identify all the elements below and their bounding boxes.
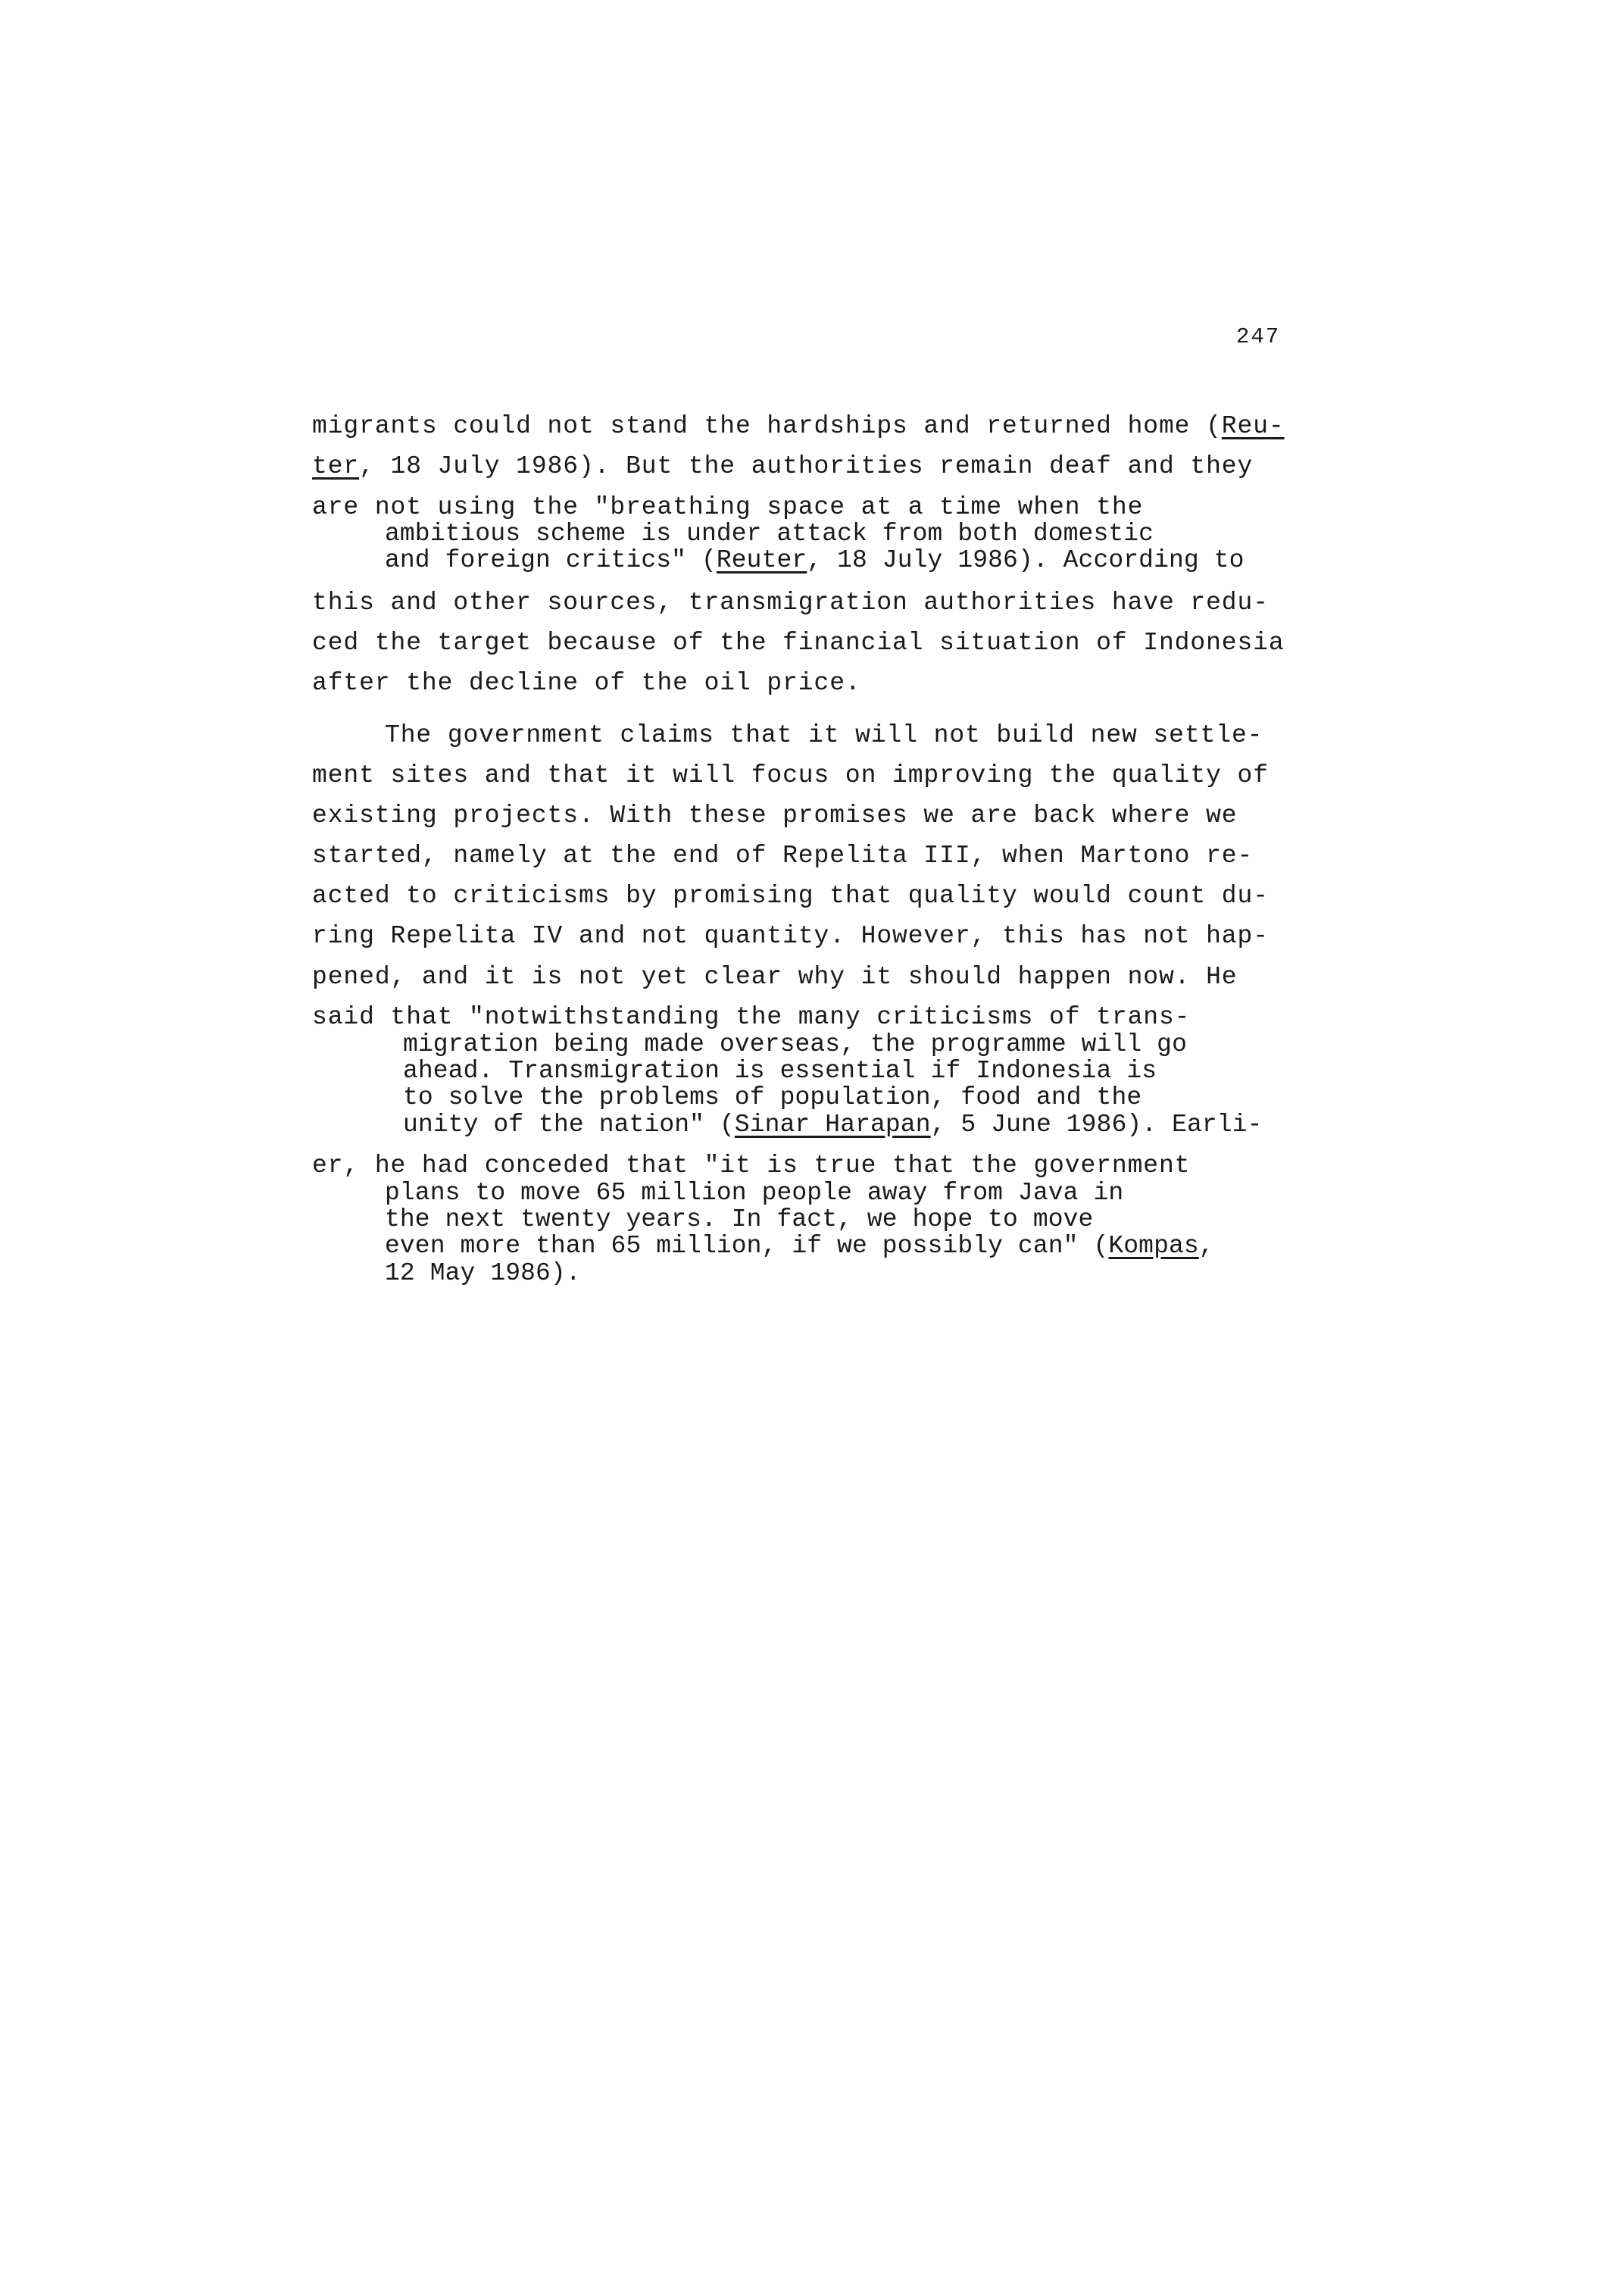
text-run: ced the target because of the financial situation of Indonesia <box>312 629 1285 657</box>
text-run: after the decline of the oil price. <box>312 669 861 697</box>
text-line <box>312 589 1269 617</box>
text-line <box>403 1083 1141 1111</box>
text-line <box>312 412 1285 440</box>
text-run: , <box>1198 1232 1214 1260</box>
text-run: The government claims that it will not build new settle- <box>385 721 1263 749</box>
text-line <box>312 669 861 697</box>
citation-source: Reu- <box>1221 412 1285 440</box>
text-run: ahead. Transmigration is essential if Indonesia is <box>403 1057 1157 1085</box>
text-line <box>312 802 1238 830</box>
text-line <box>403 1111 1263 1139</box>
text-line <box>385 721 1263 749</box>
text-line <box>385 1259 581 1287</box>
text-line <box>385 1179 1123 1207</box>
citation-source: Reuter <box>716 546 807 574</box>
text-line <box>312 922 1269 950</box>
text-line <box>312 1003 1190 1031</box>
text-line <box>312 493 1143 521</box>
text-run: 12 May 1986). <box>385 1259 581 1287</box>
text-run: plans to move 65 million people away from Java in <box>385 1179 1124 1207</box>
text-run: migrants could not stand the hardships and returned home ( <box>312 412 1222 440</box>
page-number: 247 <box>1236 324 1281 349</box>
text-run: even more than 65 million, if we possibly can" ( <box>385 1232 1109 1260</box>
text-run: , 18 July 1986). According to <box>807 546 1245 574</box>
citation-source: Sinar Harapan <box>734 1111 931 1139</box>
text-run: and foreign critics" ( <box>385 546 717 574</box>
text-run: acted to criticisms by promising that quality would count du- <box>312 882 1269 910</box>
text-run: , 5 June 1986). Earli- <box>930 1111 1263 1139</box>
text-line <box>312 452 1253 480</box>
text-run: said that "notwithstanding the many criticisms of trans- <box>312 1003 1191 1031</box>
text-run: , 18 July 1986). But the authorities remain deaf and they <box>359 452 1254 480</box>
text-run: to solve the problems of population, food and the <box>403 1083 1142 1111</box>
text-line <box>312 882 1269 910</box>
text-run: this and other sources, transmigration authorities have redu- <box>312 589 1269 617</box>
text-run: ring Repelita IV and not quantity. However, this has not hap- <box>312 922 1269 950</box>
text-run: are not using the "breathing space at a time when the <box>312 493 1144 521</box>
text-run: the next twenty years. In fact, we hope to move <box>385 1205 1094 1233</box>
citation-source: ter <box>312 452 360 480</box>
text-line <box>385 546 1245 574</box>
text-line <box>312 842 1253 870</box>
text-run: migration being made overseas, the programme will go <box>403 1030 1187 1058</box>
text-run: unity of the nation" ( <box>403 1111 735 1139</box>
citation-source: Kompas <box>1108 1232 1199 1260</box>
text-line <box>385 1232 1214 1260</box>
text-run: ambitious scheme is under attack from both domestic <box>385 520 1154 548</box>
text-line <box>312 963 1238 991</box>
text-run: started, namely at the end of Repelita III, when Martono re- <box>312 842 1254 870</box>
text-run: ment sites and that it will focus on improving the quality of <box>312 761 1269 789</box>
text-run: pened, and it is not yet clear why it should happen now. He <box>312 963 1238 991</box>
text-run: er, he had conceded that "it is true that the government <box>312 1152 1191 1180</box>
text-line <box>385 1205 1093 1233</box>
text-line <box>403 1057 1157 1085</box>
text-line <box>385 520 1154 548</box>
text-line <box>312 629 1285 657</box>
text-line <box>312 1152 1190 1180</box>
text-run: existing projects. With these promises we are back where we <box>312 802 1238 830</box>
text-line <box>403 1030 1187 1058</box>
text-line <box>312 761 1269 789</box>
